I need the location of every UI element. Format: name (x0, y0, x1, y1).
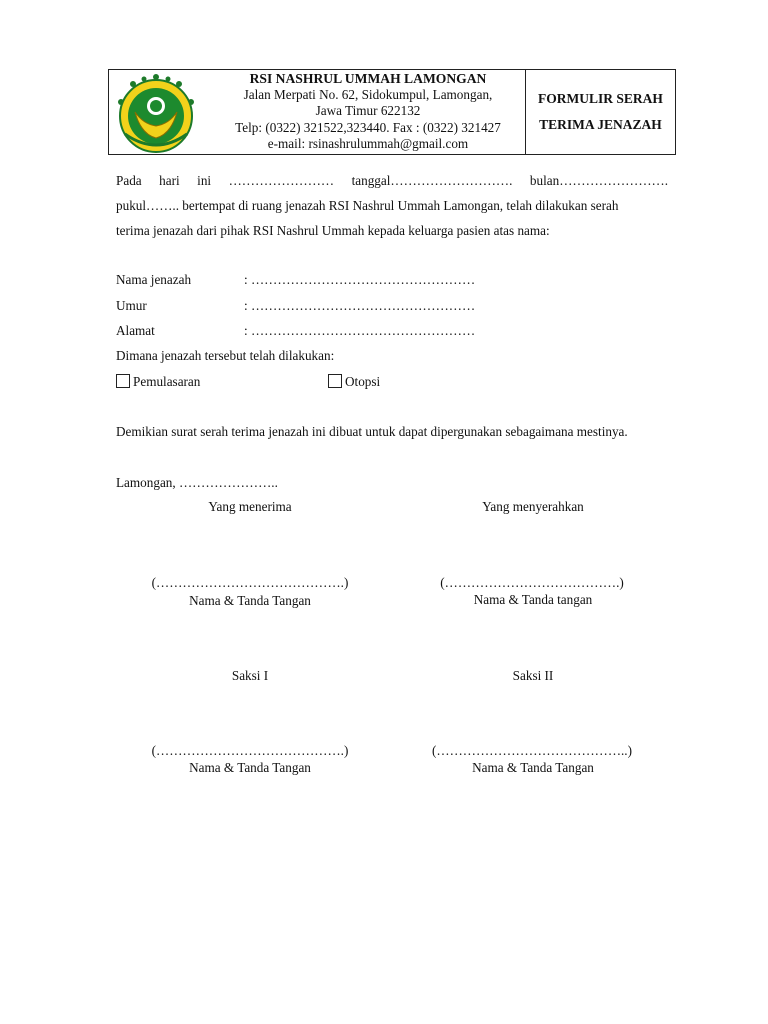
witness-2-signature-line: (……………………………………..) (431, 743, 632, 758)
address-line-1: Jalan Merpati No. 62, Sidokumpul, Lamongan, (243, 87, 493, 103)
option-otopsi[interactable] (328, 374, 380, 390)
field-address (116, 323, 475, 339)
pemulasaran-checkbox[interactable] (116, 374, 130, 388)
witness-2-title: Saksi II (512, 668, 554, 683)
hospital-logo-icon (111, 72, 201, 156)
logo-cell (109, 70, 211, 154)
receiver-title: Yang menerima (208, 499, 292, 514)
field-blank: : …………………………………………… (244, 272, 476, 287)
intro-word: hari (159, 173, 180, 188)
field-blank: : …………………………………………… (244, 298, 476, 313)
phone-line: Telp: (0322) 321522,323440. Fax : (0322) 321427 (235, 119, 501, 135)
giver-title: Yang menyerahkan (482, 499, 584, 514)
form-title (525, 70, 675, 154)
intro-word: ini (197, 173, 212, 188)
intro-paragraph (116, 168, 668, 243)
option-label: Otopsi (345, 374, 381, 389)
hospital-name: RSI NASHRUL UMMAH LAMONGAN (249, 71, 487, 86)
form-title-line-2: TERIMA JENAZAH (539, 117, 662, 132)
option-label: Pemulasaran (133, 374, 201, 389)
field-blank: : …………………………………………… (244, 323, 476, 338)
field-label: Nama jenazah (116, 272, 192, 287)
field-age (116, 298, 475, 314)
giver-caption: Nama & Tanda tangan (473, 592, 593, 607)
letterhead (108, 69, 676, 155)
form-title-line-1: FORMULIR SERAH (538, 91, 663, 106)
witness-2-caption: Nama & Tanda Tangan (472, 760, 594, 775)
month-blank: bulan……………………. (529, 173, 668, 188)
hospital-info (211, 70, 525, 154)
intro-line-2: pukul…….. bertempat di ruang jenazah RSI Nashrul Ummah Lamongan, telah dilakukan serah (116, 198, 619, 213)
place-date: Lamongan, ………………….. (116, 475, 278, 490)
day-blank: …………………… (228, 173, 335, 188)
procedure-question: Dimana jenazah tersebut telah dilakukan: (116, 348, 335, 363)
intro-word: Pada (116, 173, 142, 188)
option-pemulasaran[interactable] (116, 374, 200, 390)
email-line: e-mail: rsinashrulummah@gmail.com (267, 135, 469, 151)
giver-signature-line: (………………………………….) (440, 575, 624, 590)
intro-line-1 (116, 168, 668, 193)
receiver-caption: Nama & Tanda Tangan (189, 593, 311, 608)
witness-1-title: Saksi I (231, 668, 269, 683)
field-name (116, 272, 475, 288)
intro-line-3: terima jenazah dari pihak RSI Nashrul Ummah kepada keluarga pasien atas nama: (116, 223, 550, 238)
field-label: Alamat (116, 323, 155, 338)
field-label: Umur (116, 298, 147, 313)
receiver-signature-line: (…………………………………….) (151, 575, 349, 590)
date-blank: tanggal………………………. (351, 173, 513, 188)
witness-1-caption: Nama & Tanda Tangan (189, 760, 311, 775)
closing-statement: Demikian surat serah terima jenazah ini dibuat untuk dapat dipergunakan sebagaimana mestinya. (116, 424, 628, 439)
witness-1-signature-line: (…………………………………….) (151, 743, 349, 758)
address-line-2: Jawa Timur 622132 (315, 103, 421, 119)
otopsi-checkbox[interactable] (328, 374, 342, 388)
